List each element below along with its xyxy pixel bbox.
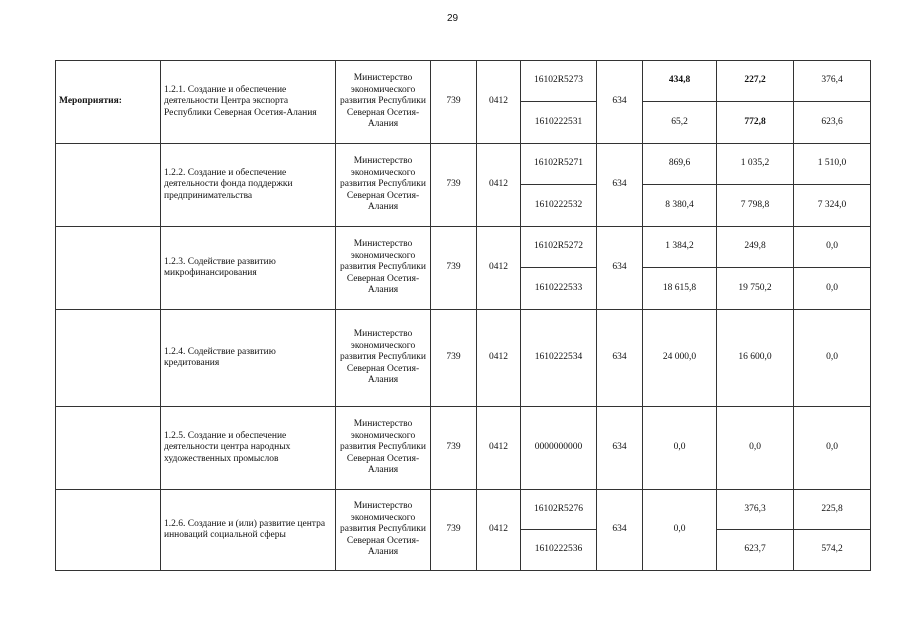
rzpr-code: 0412: [477, 227, 521, 310]
grbs-code: 739: [431, 490, 477, 571]
csr-code: 16102R5271: [521, 144, 597, 185]
csr-code: 1610222533: [521, 268, 597, 310]
amount-year-3: 0,0: [794, 310, 871, 407]
amount-year-1: 1 384,2: [643, 227, 717, 268]
vr-code: 634: [597, 490, 643, 571]
rzpr-code: 0412: [477, 310, 521, 407]
vr-code: 634: [597, 227, 643, 310]
vr-code: 634: [597, 144, 643, 227]
amount-year-2: 772,8: [717, 102, 794, 144]
empty-label-cell: [56, 490, 161, 571]
csr-code: 1610222534: [521, 310, 597, 407]
activity-description: 1.2.5. Создание и обеспечение деятельности центра народных художественных промыслов: [161, 407, 336, 490]
amount-year-3: 0,0: [794, 227, 871, 268]
csr-code: 16102R5273: [521, 61, 597, 102]
rzpr-code: 0412: [477, 490, 521, 571]
responsible-ministry: Министерство экономического развития Республики Северная Осетия-Алания: [336, 310, 431, 407]
amount-year-3: 7 324,0: [794, 185, 871, 227]
rzpr-code: 0412: [477, 407, 521, 490]
grbs-code: 739: [431, 227, 477, 310]
amount-year-3: 623,6: [794, 102, 871, 144]
page-number: 29: [446, 13, 459, 24]
amount-year-2: 19 750,2: [717, 268, 794, 310]
amount-year-2: 1 035,2: [717, 144, 794, 185]
amount-year-3: 1 510,0: [794, 144, 871, 185]
responsible-ministry: Министерство экономического развития Республики Северная Осетия-Алания: [336, 407, 431, 490]
activity-description: 1.2.6. Создание и (или) развитие центра инноваций социальной сферы: [161, 490, 336, 571]
activity-description: 1.2.4. Содействие развитию кредитования: [161, 310, 336, 407]
amount-year-2: 16 600,0: [717, 310, 794, 407]
activity-description: 1.2.2. Создание и обеспечение деятельности фонда поддержки предпринимательства: [161, 144, 336, 227]
csr-code: 16102R5272: [521, 227, 597, 268]
responsible-ministry: Министерство экономического развития Республики Северная Осетия-Алания: [336, 61, 431, 144]
responsible-ministry: Министерство экономического развития Республики Северная Осетия-Алания: [336, 227, 431, 310]
amount-year-1: 0,0: [643, 490, 717, 571]
empty-label-cell: [56, 144, 161, 227]
activity-description: 1.2.3. Содействие развитию микрофинансирования: [161, 227, 336, 310]
amount-year-1: 24 000,0: [643, 310, 717, 407]
rzpr-code: 0412: [477, 61, 521, 144]
responsible-ministry: Министерство экономического развития Республики Северная Осетия-Алания: [336, 490, 431, 571]
amount-year-3: 0,0: [794, 407, 871, 490]
amount-year-2: 249,8: [717, 227, 794, 268]
table-row: [56, 227, 871, 268]
csr-code: 1610222536: [521, 530, 597, 571]
amount-year-3: 376,4: [794, 61, 871, 102]
amount-year-1: 18 615,8: [643, 268, 717, 310]
empty-label-cell: [56, 407, 161, 490]
table-row: [56, 490, 871, 530]
responsible-ministry: Министерство экономического развития Республики Северная Осетия-Алания: [336, 144, 431, 227]
amount-year-1: 434,8: [643, 61, 717, 102]
empty-label-cell: [56, 310, 161, 407]
vr-code: 634: [597, 310, 643, 407]
amount-year-2: 0,0: [717, 407, 794, 490]
activity-description: 1.2.1. Создание и обеспечение деятельности Центра экспорта Республики Северная Осетия-Алания: [161, 61, 336, 144]
grbs-code: 739: [431, 61, 477, 144]
vr-code: 634: [597, 61, 643, 144]
grbs-code: 739: [431, 144, 477, 227]
amount-year-2: 7 798,8: [717, 185, 794, 227]
amount-year-1: 869,6: [643, 144, 717, 185]
table-row: [56, 310, 871, 407]
table-row: [56, 407, 871, 490]
amount-year-1: 0,0: [643, 407, 717, 490]
vr-code: 634: [597, 407, 643, 490]
table-row: [56, 61, 871, 102]
empty-label-cell: [56, 227, 161, 310]
amount-year-2: 623,7: [717, 530, 794, 571]
table-row: [56, 144, 871, 185]
amount-year-2: 227,2: [717, 61, 794, 102]
grbs-code: 739: [431, 310, 477, 407]
grbs-code: 739: [431, 407, 477, 490]
amount-year-1: 8 380,4: [643, 185, 717, 227]
csr-code: 1610222531: [521, 102, 597, 144]
amount-year-1: 65,2: [643, 102, 717, 144]
program-activities-table: [55, 60, 871, 571]
amount-year-3: 0,0: [794, 268, 871, 310]
amount-year-3: 225,8: [794, 490, 871, 530]
section-label: Мероприятия:: [56, 61, 161, 144]
amount-year-3: 574,2: [794, 530, 871, 571]
csr-code: 16102R5276: [521, 490, 597, 530]
csr-code: 0000000000: [521, 407, 597, 490]
csr-code: 1610222532: [521, 185, 597, 227]
rzpr-code: 0412: [477, 144, 521, 227]
amount-year-2: 376,3: [717, 490, 794, 530]
